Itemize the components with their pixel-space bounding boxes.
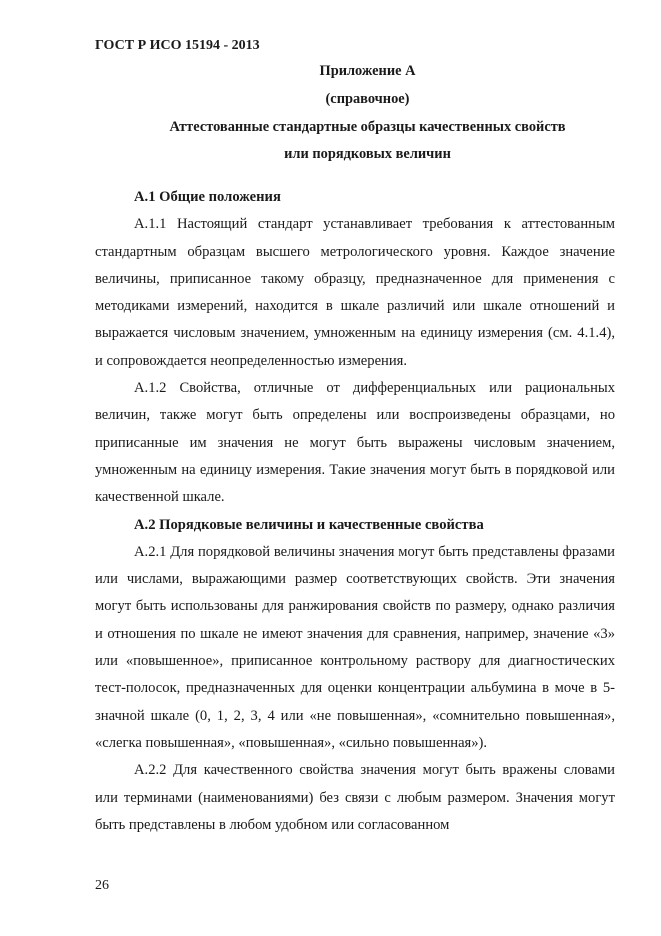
- annex-title-line-1: Аттестованные стандартные образцы качественных свойств: [169, 119, 566, 135]
- page-number: 26: [95, 878, 109, 893]
- paragraph-a2-1: А.2.1 Для порядковой величины значения могут быть представлены фразами или числами, выражающими размер соответствующих свойств. Эти значения могут быть использованы для ранжирования свойств по размеру, однако различия и отношения по шкале не имеют значения для сравнения, например, значение «3» или «повышенное», приписанное контрольному раствору для диагностических тест-полосок, предназначенных для оценки концентрации альбумина в моче в 5-значной шкале (0, 1, 2, 3, 4 или «не повышенная», «сомнительно повышенная», «слегка повышенная», «повышенная», «сильно повышенная»).: [95, 543, 615, 751]
- annex-status: (справочное): [325, 91, 410, 107]
- section-heading-a1: А.1 Общие положения: [134, 189, 281, 205]
- paragraph-a1-2: А.1.2 Свойства, отличные от дифференциальных или рациональных величин, также могут быть определены или воспроизведены образцами, но приписанные им значения не могут быть выражены числовым значением, умноженным на единицу измерения. Такие значения могут быть в порядковой или качественной шкале.: [95, 380, 615, 506]
- document-code: ГОСТ Р ИСО 15194 - 2013: [95, 38, 260, 53]
- section-heading-a2: А.2 Порядковые величины и качественные свойства: [134, 516, 484, 533]
- paragraph-a2-2: А.2.2 Для качественного свойства значения могут быть вражены словами или терминами (наименованиями) без связи с любым размером. Значения могут быть представлены в любом удобном или согласованном: [95, 762, 615, 833]
- annex-label: Приложение А: [319, 63, 416, 79]
- annex-title-line-2: или порядковых величин: [284, 146, 451, 162]
- paragraph-a1-1: А.1.1 Настоящий стандарт устанавливает требования к аттестованным стандартным образцам высшего метрологического уровня. Каждое значение величины, приписанное такому образцу, предназначенное для применения с методиками измерений, находится в шкале различий или шкале отношений и выражается числовым значением, умноженным на единицу измерения (см. 4.1.4), и сопровождается неопределенностью измерения.: [95, 216, 615, 369]
- body-text: [95, 184, 615, 839]
